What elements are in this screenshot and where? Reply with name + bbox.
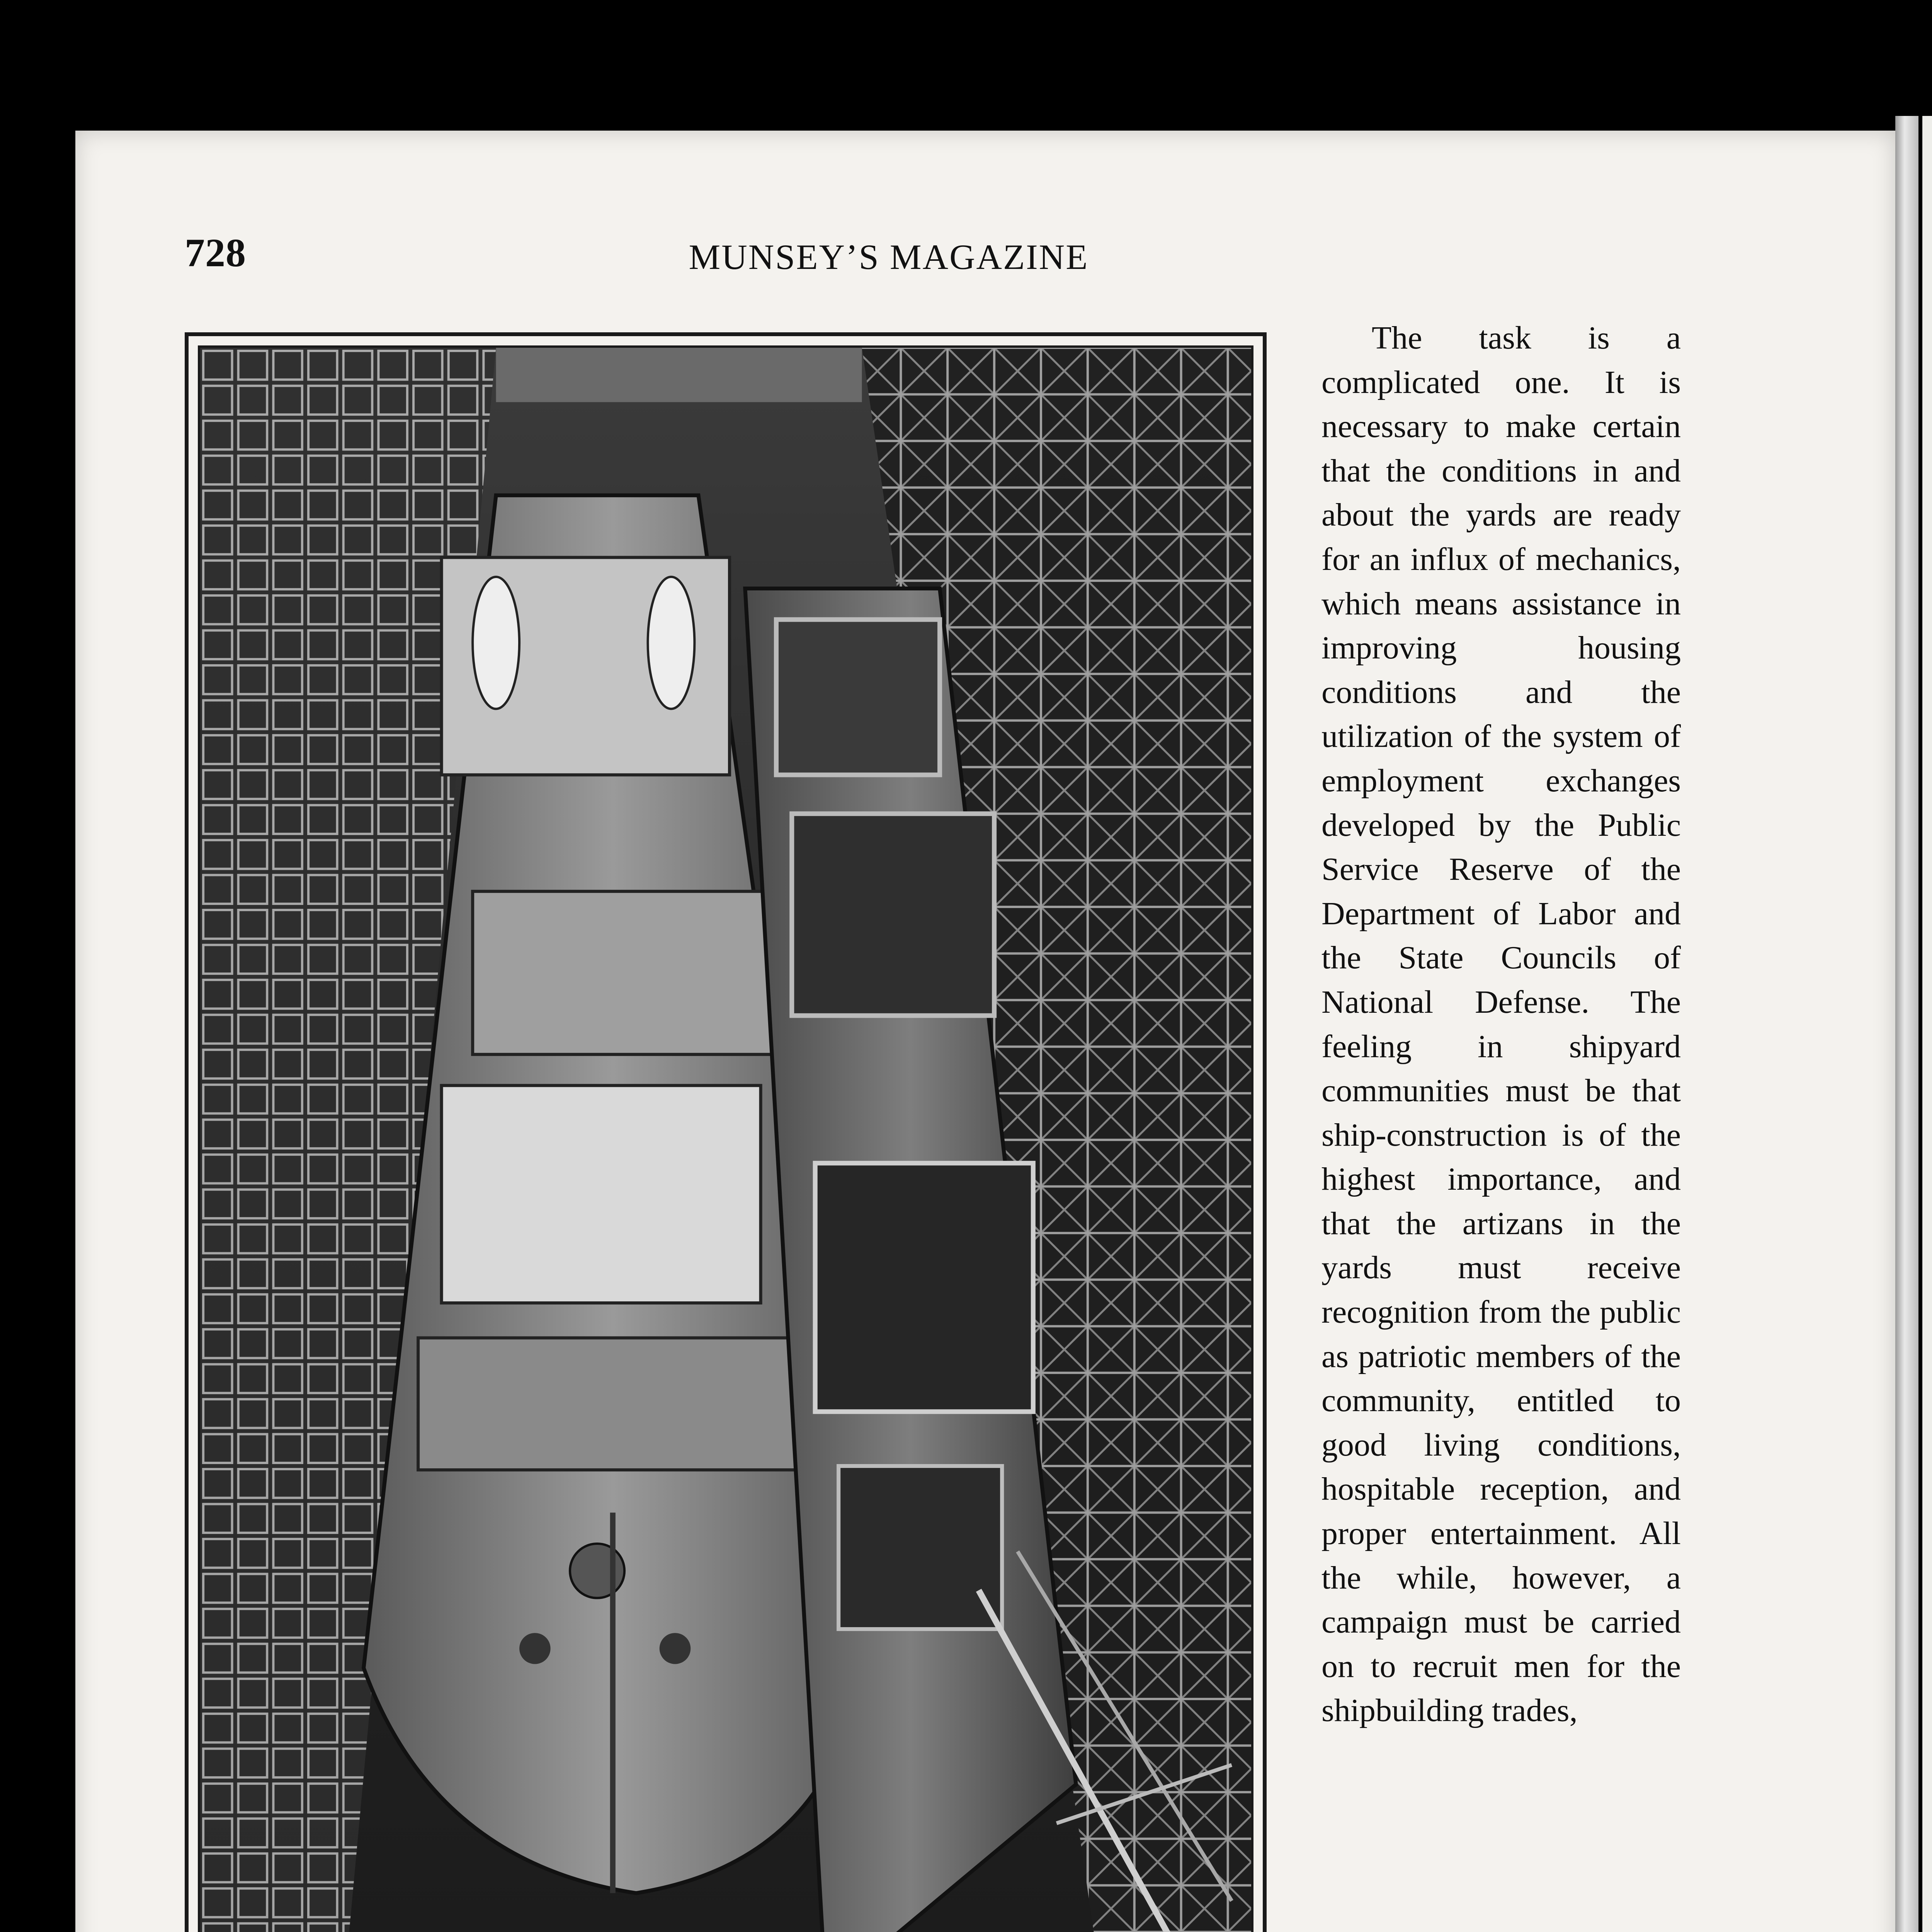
page-number: 728: [185, 231, 246, 275]
right-column-top: [1321, 316, 1681, 1733]
adjacent-page: [1922, 116, 1932, 1932]
page-edge: [1895, 116, 1918, 1932]
magazine-title: MUNSEY’S MAGAZINE: [689, 237, 1089, 277]
photo-frame: [185, 332, 1267, 1932]
paragraph-task-complicated: The task is a complicated one. It is necessary to make certain that the conditions in and about the yards are ready for an influx of mechanics, which means assistance in improving housing conditions and the utilization of the system of employment exchanges developed by the Public Service Reserve of the Department of Labor and the State Councils of National Defense. The feeling in shipyard communities must be that ship-construction is of the highest importance, and that the artizans in the yards must receive recognition from the public as patriotic members of the community, entitled to good living conditions, hospitable reception, and proper entertainment. All the while, however, a campaign must be carried on to recruit men for the shipbuilding trades,: [1321, 320, 1681, 1729]
photograph-ship-hulls: [198, 345, 1253, 1932]
ship-hulls-illustration: [200, 348, 1251, 1932]
